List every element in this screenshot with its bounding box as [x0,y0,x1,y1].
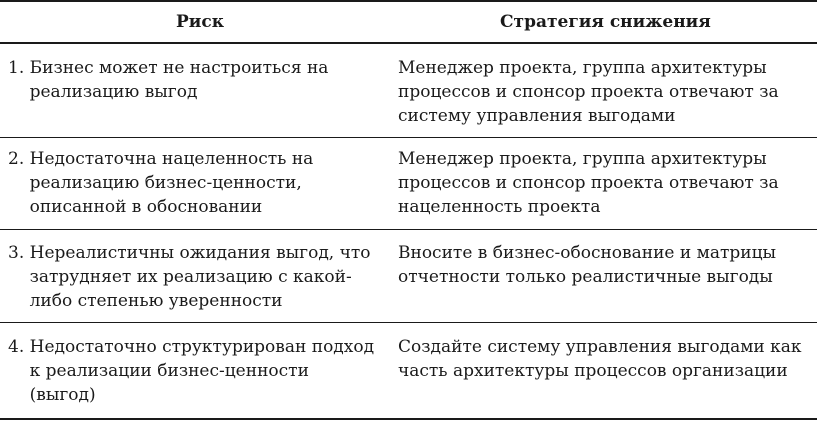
row-4-strategy: Создайте систему управления выгодами как часть архитектуры процессов организации [398,337,802,381]
header-strategy: Стратегия снижения [500,12,711,32]
row-4-risk: 4. Недостаточно структурирован подход к реализации бизнес-ценности (выгод) [8,337,375,405]
row-divider [0,137,817,138]
row-divider [0,229,817,230]
table-bottom-rule [0,418,817,420]
row-divider [0,322,817,323]
row-2-risk: 2. Недостаточна нацеленность на реализацию бизнес-ценности, описанной в обосновании [8,149,314,217]
row-1-risk: 1. Бизнес может не настроиться на реализацию выгод [8,58,329,102]
row-1-strategy: Менеджер проекта, группа архитектуры процессов и спонсор проекта отвечают за систему управления выгодами [398,58,779,126]
row-2-strategy: Менеджер проекта, группа архитектуры процессов и спонсор проекта отвечают за нацеленность проекта [398,149,779,217]
row-3-strategy: Вносите в бизнес-обоснование и матрицы отчетности только реалистичные выгоды [398,243,777,287]
row-3-risk: 3. Нереалистичны ожидания выгод, что затрудняет их реализацию с какой- либо степенью уверенности [8,243,371,311]
table-top-rule [0,0,817,2]
header-rule [0,42,817,44]
header-risk: Риск [176,12,225,32]
